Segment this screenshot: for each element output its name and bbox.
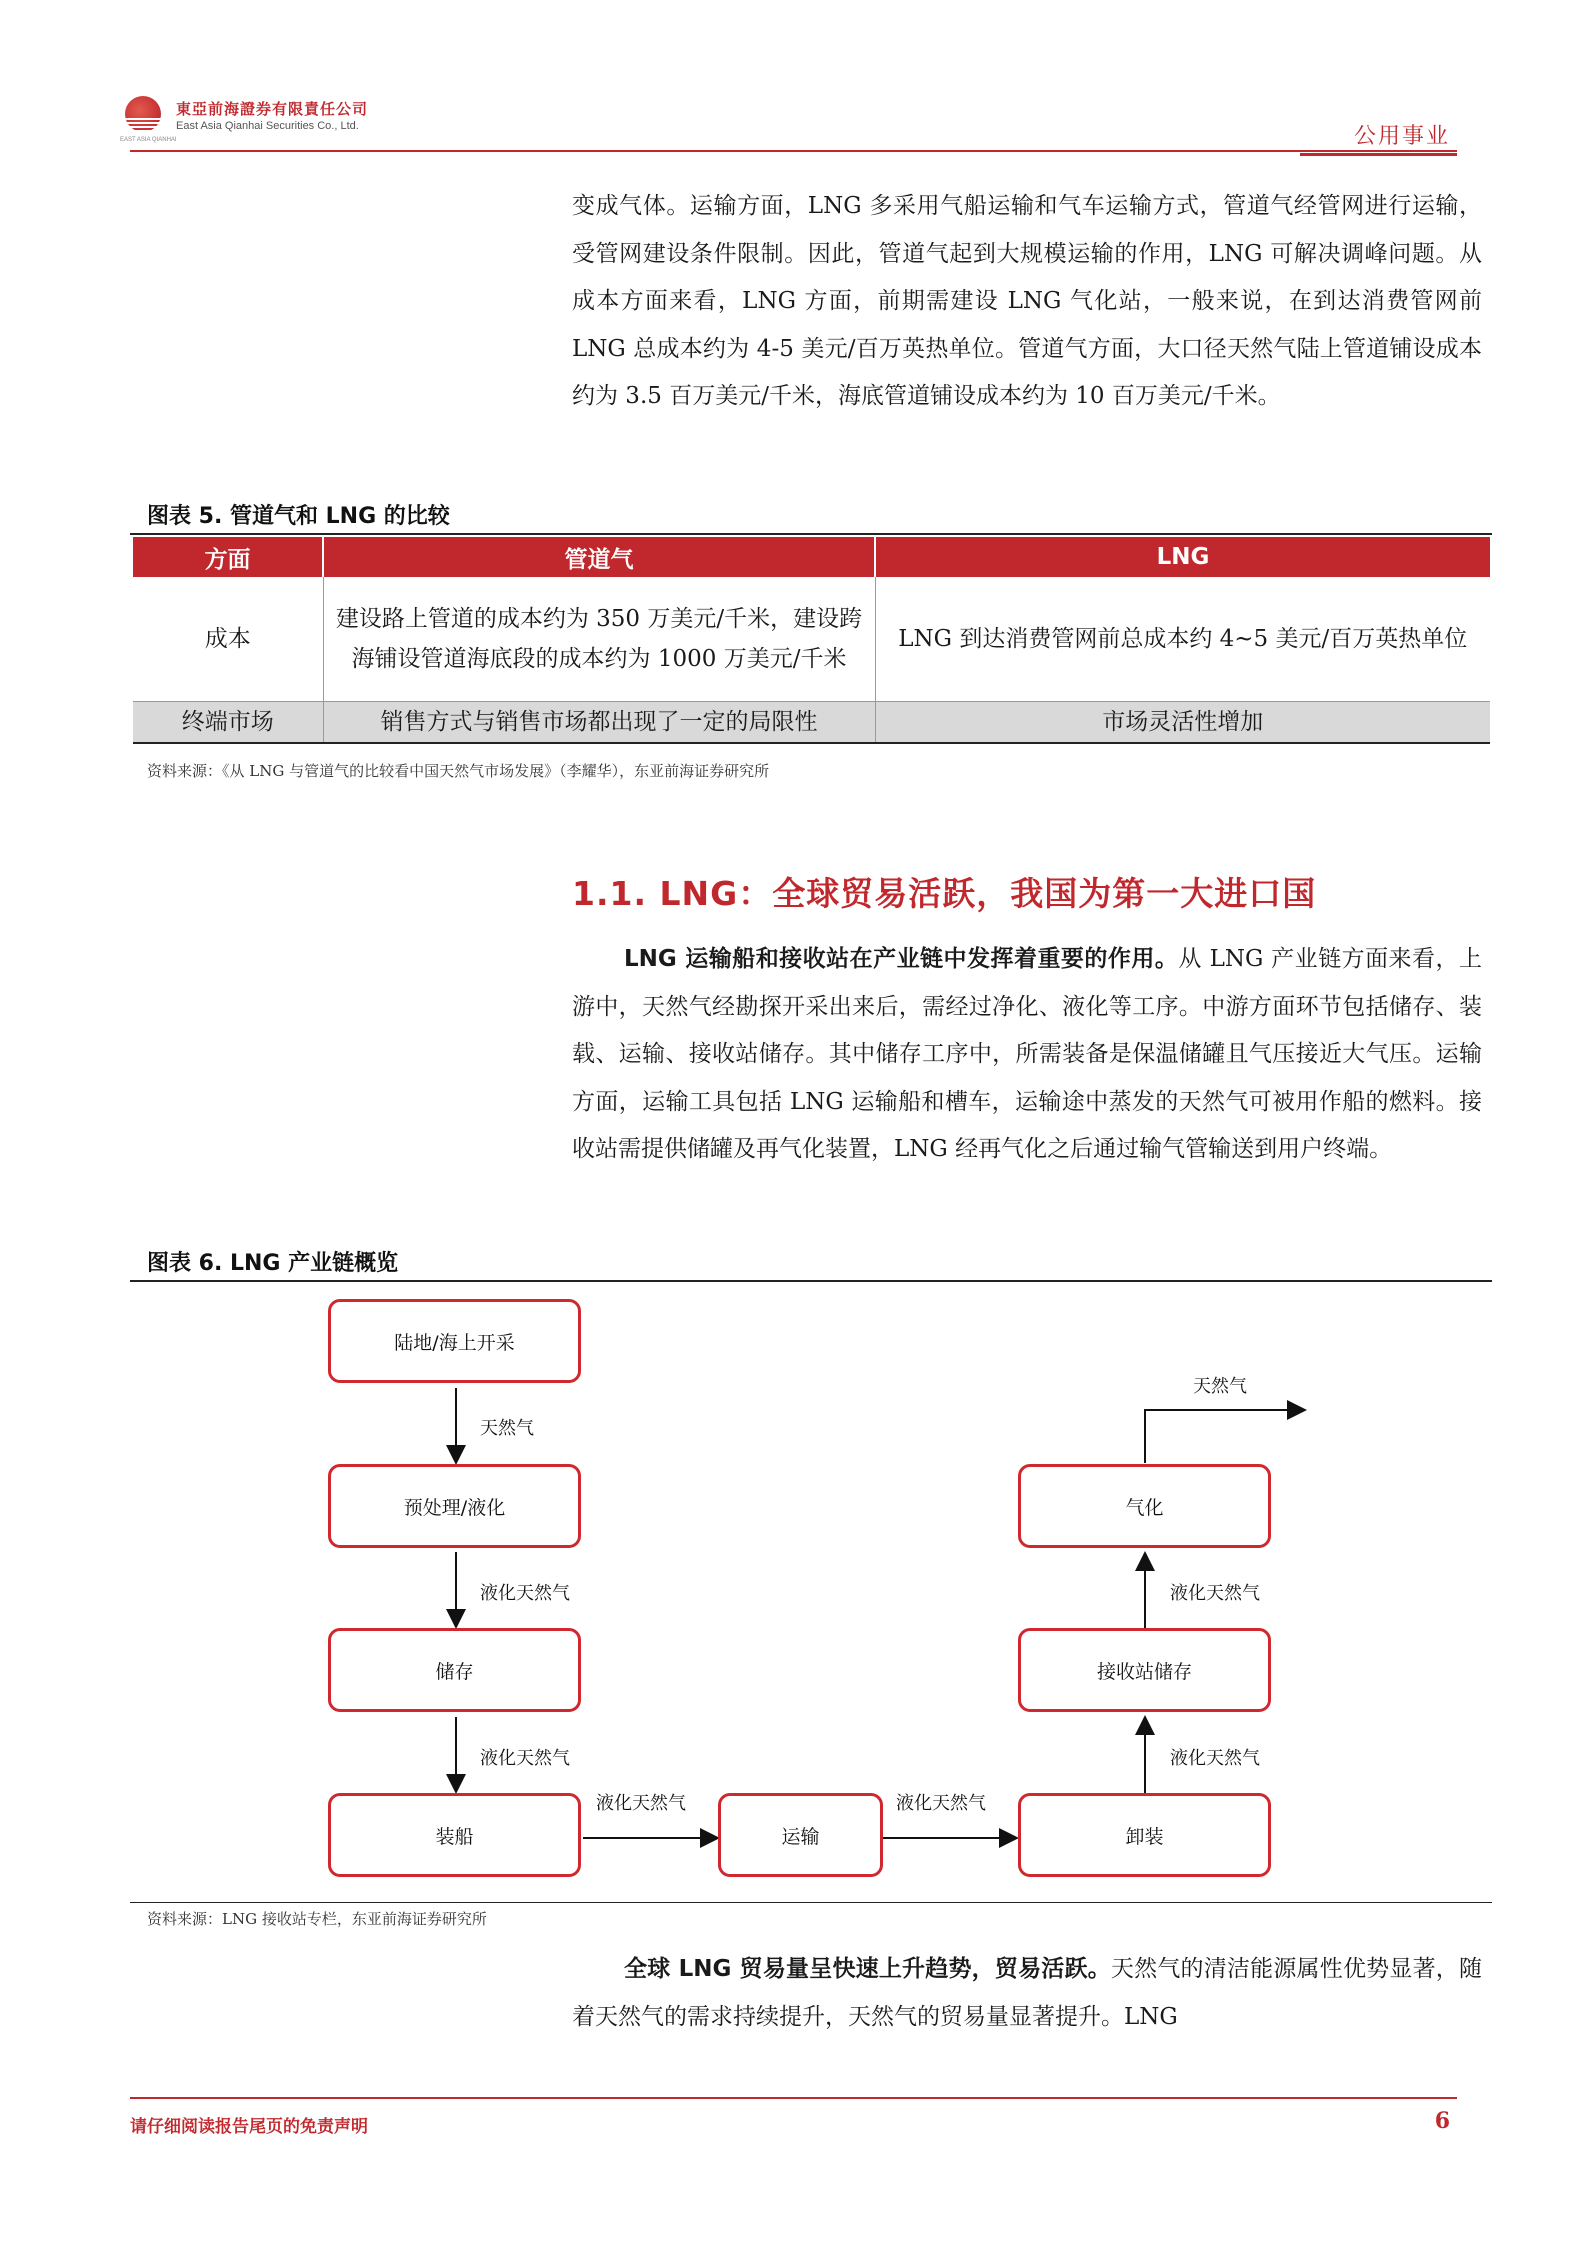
table-header-cell: 管道气 [323, 537, 875, 577]
label-lng: 液化天然气 [1170, 1748, 1260, 1769]
supply-chain-paragraph [572, 936, 1482, 1174]
company-name-cn: 東亞前海證券有限責任公司 [176, 100, 369, 118]
table-header-cell: LNG [875, 537, 1490, 577]
label-natural-gas: 天然气 [480, 1418, 534, 1439]
figure6-top-rule [130, 1280, 1492, 1282]
figure6-bottom-rule [130, 1902, 1492, 1903]
footer-divider [130, 2097, 1457, 2099]
box-terminal-storage: 接收站储存 [1018, 1628, 1271, 1712]
table-row [133, 577, 1490, 702]
figure6-source: 资料来源：LNG 接收站专栏，东亚前海证券研究所 [147, 1910, 487, 1928]
paragraph-body: 天然气的清洁能源属性优势显著，随着天然气的需求持续提升，天然气的贸易量显著提升。LNG [572, 1956, 1482, 2030]
company-name-en: East Asia Qianhai Securities Co., Ltd. [176, 120, 359, 132]
logo-caption: EAST ASIA QIANHAI [120, 137, 177, 143]
page-number: 6 [1434, 2108, 1450, 2134]
header-accent-divider [1300, 153, 1457, 156]
figure5-title: 图表 5. 管道气和 LNG 的比较 [147, 504, 450, 529]
label-lng: 液化天然气 [1170, 1583, 1260, 1604]
table-row [133, 702, 1490, 744]
report-section: 公用事业 [1353, 124, 1450, 149]
table-cell: LNG 到达消费管网前总成本约 4~5 美元/百万英热单位 [898, 626, 1468, 652]
table-header-row [133, 537, 1490, 577]
table-cell: 建设路上管道的成本约为 350 万美元/千米，建设跨海铺设管道海底段的成本约为 1000 万美元/千米 [323, 577, 875, 702]
figure5-top-rule [130, 533, 1492, 535]
box-pretreatment: 预处理/液化 [328, 1464, 581, 1548]
comparison-table [133, 537, 1490, 744]
label-lng: 液化天然气 [896, 1793, 986, 1814]
box-gasification: 气化 [1018, 1464, 1271, 1548]
label-natural-gas-out: 天然气 [1193, 1376, 1247, 1397]
label-lng: 液化天然气 [480, 1748, 570, 1769]
disclaimer-notice: 请仔细阅读报告尾页的免责声明 [130, 2117, 368, 2137]
header-divider [130, 150, 1457, 152]
box-transport: 运输 [718, 1793, 883, 1877]
paragraph-lead: 全球 LNG 贸易量呈快速上升趋势，贸易活跃。 [624, 1956, 1111, 1982]
trade-paragraph [572, 1946, 1482, 2041]
box-unloading: 卸装 [1018, 1793, 1271, 1877]
arrow-gasify-out [1145, 1410, 1303, 1463]
section-heading: 1.1. LNG：全球贸易活跃，我国为第一大进口国 [572, 874, 1317, 913]
table-cell: 成本 [133, 577, 323, 702]
paragraph-body: 从 LNG 产业链方面来看，上游中，天然气经勘探开采出来后，需经过净化、液化等工序。中游方面环节包括储存、装载、运输、接收站储存。其中储存工序中，所需装备是保温储罐且气压接近大气压。运输方面，运输工具包括 LNG 运输船和槽车，运输途中蒸发的天然气可被用作船的燃料。接收站需提供储罐及再气化装置，LNG 经再气化之后通过输气管输送到用户终端。 [572, 946, 1482, 1162]
logo-stripes [118, 118, 168, 132]
table-cell: 市场灵活性增加 [875, 702, 1490, 744]
intro-paragraph: 变成气体。运输方面，LNG 多采用气船运输和气车运输方式，管道气经管网进行运输，受管网建设条件限制。因此，管道气起到大规模运输的作用，LNG 可解决调峰问题。从成本方面来看，LNG 方面，前期需建设 LNG 气化站，一般来说，在到达消费管网前 LNG 总成本约为 4-5 美元/百万英热单位。管道气方面，大口径天然气陆上管道铺设成本约为 3.5 百万美元/千米，海底管道铺设成本约为 10 百万美元/千米。 [572, 193, 1482, 409]
table-cell: 终端市场 [133, 702, 323, 744]
box-loading: 装船 [328, 1793, 581, 1877]
label-lng: 液化天然气 [596, 1793, 686, 1814]
table-header-cell: 方面 [133, 537, 323, 577]
label-lng: 液化天然气 [480, 1583, 570, 1604]
table-cell: 销售方式与销售市场都出现了一定的局限性 [323, 702, 875, 744]
box-storage: 储存 [328, 1628, 581, 1712]
figure5-source: 资料来源：《从 LNG 与管道气的比较看中国天然气市场发展》（李耀华），东亚前海证券研究所 [147, 762, 770, 780]
box-extraction: 陆地/海上开采 [328, 1299, 581, 1383]
figure6-title: 图表 6. LNG 产业链概览 [147, 1251, 399, 1276]
paragraph-lead: LNG 运输船和接收站在产业链中发挥着重要的作用。 [624, 946, 1179, 972]
